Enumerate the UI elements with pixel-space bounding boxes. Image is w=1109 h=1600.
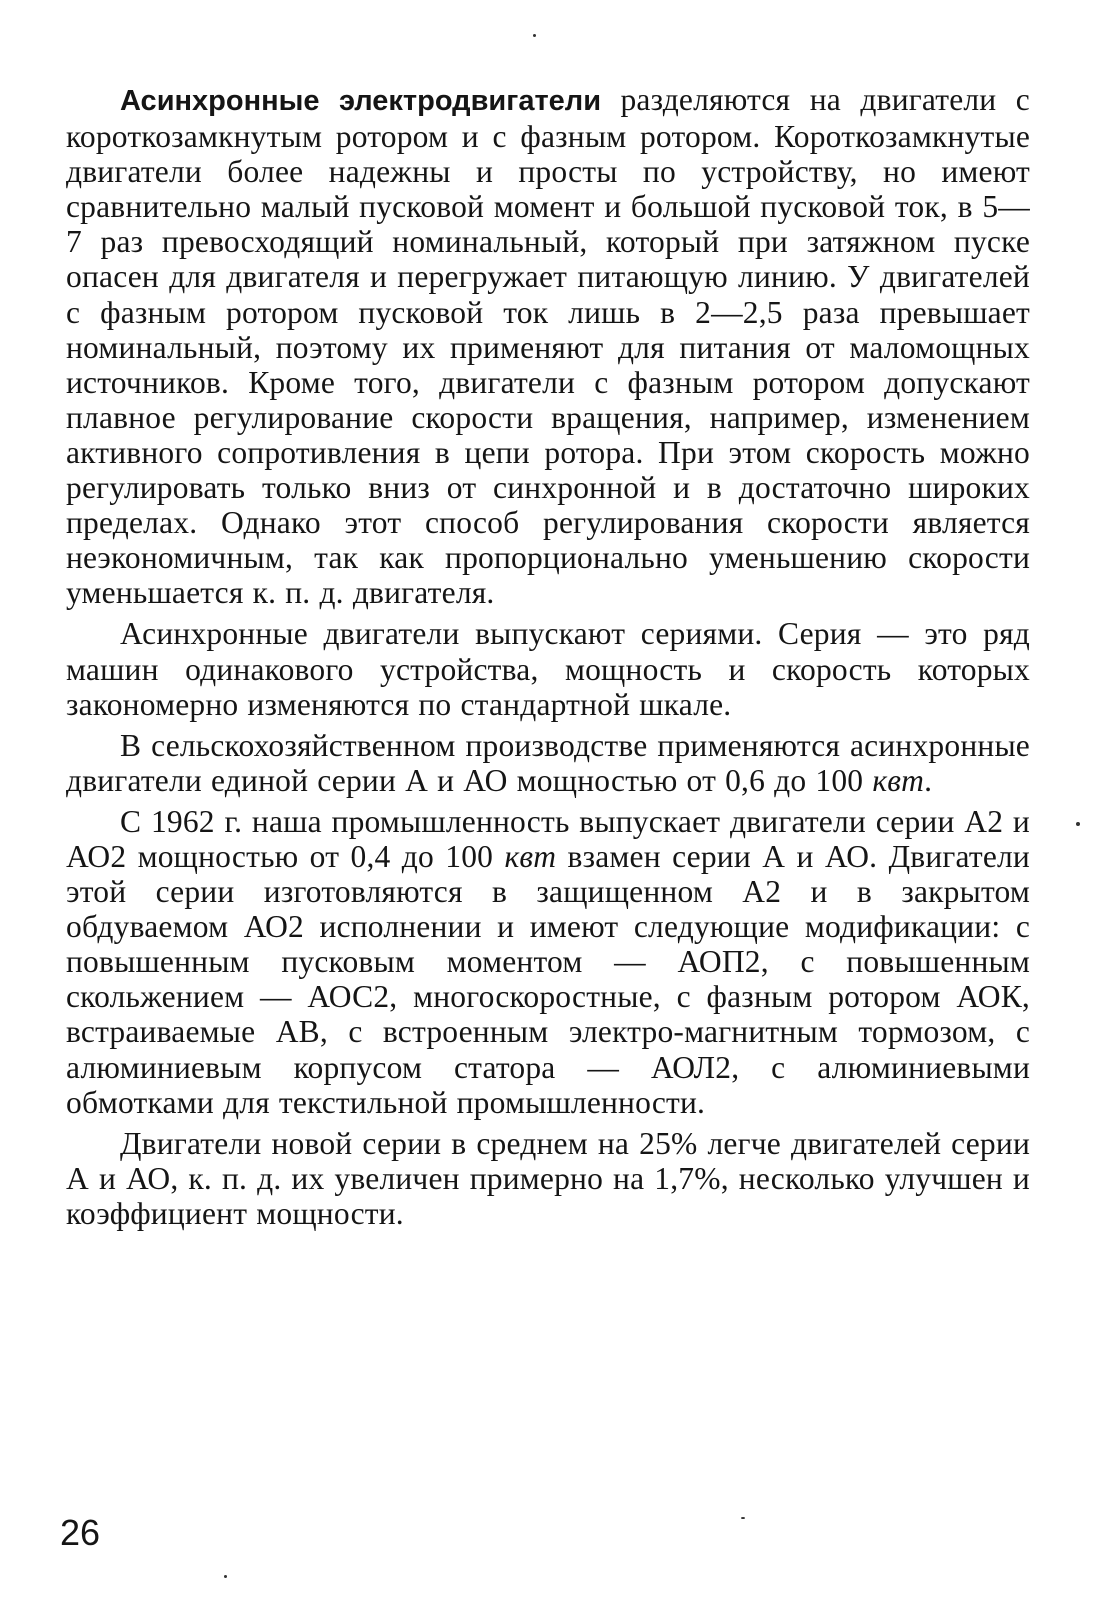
paragraph-4-unit: квт: [504, 838, 557, 874]
paragraph-5-text: Двигатели новой серии в среднем на 25% легче двигателей серии А и АО, к. п. д. их увеличен примерно на 1,7%, несколько улучшен и коэффициент мощности.: [66, 1125, 1030, 1231]
paragraph-4-text: С 1962 г. наша промышленность выпускает двигатели серии А2 и АО2 мощностью от 0,4 до 100: [66, 803, 1030, 874]
print-speck: [1076, 822, 1080, 826]
paragraph-3-text: В сельскохозяйственном производстве применяются асинхронные двигатели единой серии А и АО мощностью от 0,6 до 100: [66, 727, 1030, 798]
paragraph-3-unit: квт: [872, 762, 925, 798]
document-body: [66, 82, 1030, 1231]
paragraph-1-text: разделяются на двигатели с короткозамкнутым ротором и с фазным ротором. Короткозамкнутые двигатели более надежны и просты по устройству, но имеют сравнительно малый пусковой момент и большой пусковой ток, в 5—7 раз превосходящий номинальный, который при затяжном пуске опасен для двигателя и перегружает питающую линию. У двигателей с фазным ротором пусковой ток лишь в 2—2,5 раза превышает номинальный, поэтому их применяют для питания от маломощных источников. Кроме того, двигатели с фазным ротором допускают плавное регулирование скорости вращения, например, изменением активного сопротивления в цепи ротора. При этом скорость можно регулировать только вниз от синхронной и в достаточно широких пределах. Однако этот способ регулирования скорости является неэкономичным, так как пропорционально уменьшению скорости уменьшается к. п. д. двигателя.: [66, 82, 1030, 611]
paragraph-1-lead-term: Асинхронные электродвигатели: [120, 85, 602, 117]
paragraph-4-text-end: взамен серии А и АО. Двигатели этой серии изготовляются в защищенном А2 и в закрытом обдуваемом АО2 исполнении и имеют следующие модификации: с повышенным пусковым моментом — АОП2, с повышенным скольжением — АОС2, многоскоростные, с фазным ротором АОК, встраиваемые АВ, с встроенным электро-магнитным тормозом, с алюминиевым корпусом статора — АОЛ2, с алюминиевыми обмотками для текстильной промышленности.: [66, 838, 1030, 1120]
paragraph-2-text: Асинхронные двигатели выпускают сериями. Серия — это ряд машин одинакового устройства, мощность и скорость которых закономерно изменяются по стандартной шкале.: [66, 616, 1030, 722]
paragraph-3-text-end: .: [924, 762, 933, 798]
paragraph-2: [66, 616, 1030, 721]
print-speck: [533, 34, 536, 37]
print-speck: [224, 1575, 227, 1578]
paragraph-4: [66, 804, 1030, 1120]
print-speck: [741, 1517, 745, 1519]
paragraph-1: [66, 82, 1030, 610]
page-number: 26: [60, 1512, 101, 1553]
paragraph-3: [66, 728, 1030, 798]
paragraph-5: [66, 1126, 1030, 1231]
